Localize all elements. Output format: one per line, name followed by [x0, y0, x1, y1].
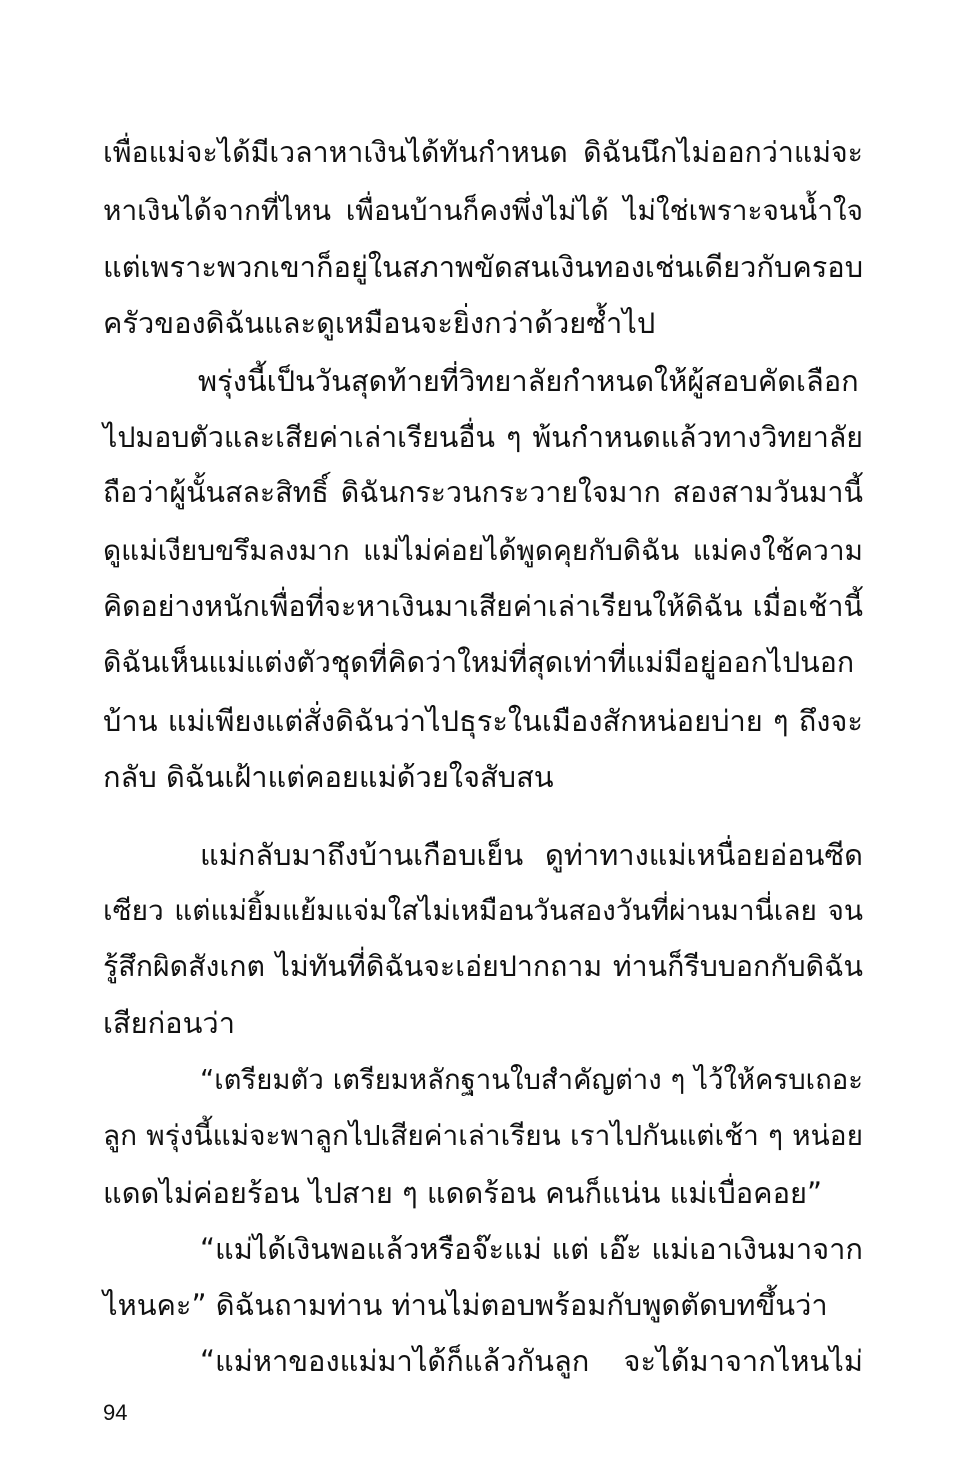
text-line: ลูก พรุ่งนี้แม่จะพาลูกไปเสียค่าเล่าเรียน เราไปกันแต่เช้า ๆ หน่อย	[103, 1119, 863, 1152]
text-line: เสียก่อนว่า	[103, 1006, 235, 1040]
text-line: แม่กลับมาถึงบ้านเกือบเย็น ดูท่าทางแม่เหนื่อยอ่อนซีด	[200, 838, 863, 872]
page-number: 94	[103, 1400, 128, 1425]
text-line: “เตรียมตัว เตรียมหลักฐานใบสำคัญต่าง ๆ ไว้ให้ครบเถอะ	[200, 1064, 863, 1096]
text-line: แดดไม่ค่อยร้อน ไปสาย ๆ แดดร้อน คนก็แน่น แม่เบื่อคอย”	[103, 1176, 822, 1210]
text-line: แต่เพราะพวกเขาก็อยู่ในสภาพขัดสนเงินทองเช่นเดียวกับครอบ	[103, 250, 864, 284]
text-line: ดิฉันเห็นแม่แต่งตัวชุดที่คิดว่าใหม่ที่สุดเท่าที่แม่มีอยู่ออกไปนอก	[103, 646, 855, 679]
text-line: “แม่ได้เงินพอแล้วหรือจ๊ะแม่ แต่ เอ๊ะ แม่เอาเงินมาจาก	[200, 1232, 863, 1266]
text-line: ไปมอบตัวและเสียค่าเล่าเรียนอื่น ๆ พ้นกำหนดแล้วทางวิทยาลัย	[103, 421, 863, 454]
text-line: เพื่อแม่จะได้มีเวลาหาเงินได้ทันกำหนด ดิฉันนึกไม่ออกว่าแม่จะ	[103, 136, 863, 169]
text-line: “แม่หาของแม่มาได้ก็แล้วกันลูก จะได้มาจากไหนไม่	[200, 1344, 863, 1378]
text-line: คิดอย่างหนักเพื่อที่จะหาเงินมาเสียค่าเล่าเรียนให้ดิฉัน เมื่อเช้านี้	[103, 590, 863, 623]
text-line: รู้สึกผิดสังเกต ไม่ทันที่ดิฉันจะเอ่ยปากถาม ท่านก็รีบบอกกับดิฉัน	[103, 950, 863, 983]
text-line: ไหนคะ” ดิฉันถามท่าน ท่านไม่ตอบพร้อมกับพูดตัดบทขึ้นว่า	[103, 1288, 828, 1322]
text-line: บ้าน แม่เพียงแต่สั่งดิฉันว่าไปธุระในเมืองสักหน่อยบ่าย ๆ ถึงจะ	[103, 704, 863, 738]
text-line: กลับ ดิฉันเฝ้าแต่คอยแม่ด้วยใจสับสน	[103, 760, 554, 794]
text-line: ครัวของดิฉันและดูเหมือนจะยิ่งกว่าด้วยซ้ำไป	[103, 306, 656, 340]
text-line: เซียว แต่แม่ยิ้มแย้มแจ่มใสไม่เหมือนวันสองวันที่ผ่านมานี่เลย จน	[103, 894, 863, 927]
text-line: พรุ่งนี้เป็นวันสุดท้ายที่วิทยาลัยกำหนดให้ผู้สอบคัดเลือก	[198, 364, 859, 398]
text-line: หาเงินได้จากที่ไหน เพื่อนบ้านก็คงพึ่งไม่ได้ ไม่ใช่เพราะจนน้ำใจ	[103, 194, 863, 227]
text-line: ถือว่าผู้นั้นสละสิทธิ์ ดิฉันกระวนกระวายใจมาก สองสามวันมานี้	[103, 476, 863, 509]
text-line: ดูแม่เงียบขรึมลงมาก แม่ไม่ค่อยได้พูดคุยกับดิฉัน แม่คงใช้ความ	[103, 534, 863, 567]
